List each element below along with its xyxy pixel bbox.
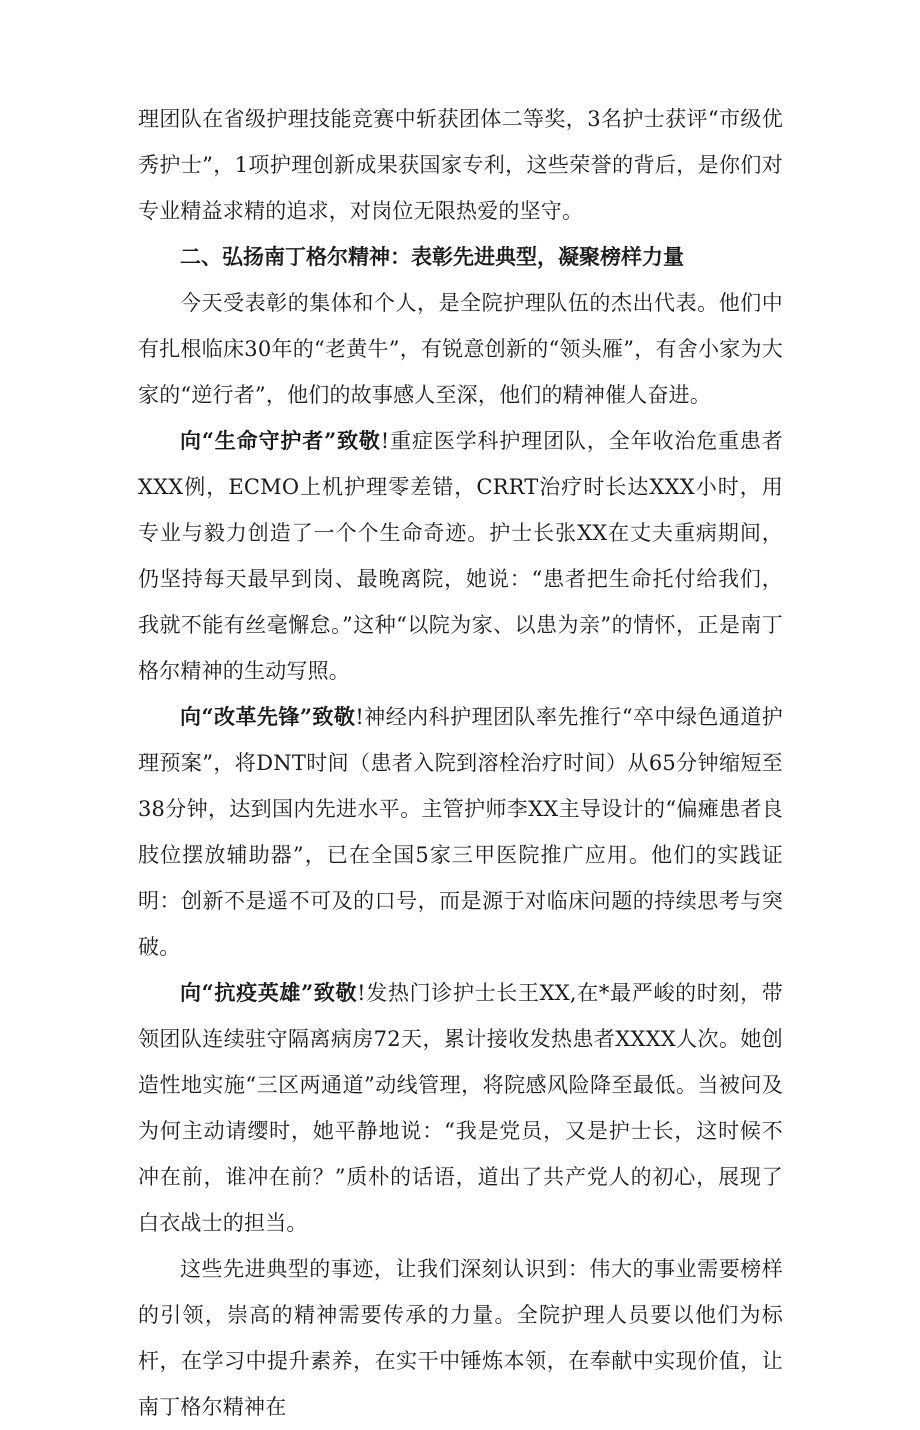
document-body	[138, 96, 783, 1430]
tribute-text: !神经内科护理团队率先推行“卒中绿色通道护理预案”，将DNT时间（患者入院到溶栓治疗时间）从65分钟缩短至38分钟，达到国内先进水平。主管护师李XX主导设计的“偏瘫患者良肢位摆放辅助器”，已在全国5家三甲医院推广应用。他们的实践证明：创新不是遥不可及的口号，而是源于对临床问题的持续思考与突破。	[138, 705, 783, 959]
paragraph-tribute-epidemic-heroes	[138, 970, 783, 1246]
paragraph-tribute-life-guardians	[138, 418, 783, 694]
paragraph-tribute-reform-pioneers	[138, 694, 783, 970]
tribute-lead: 向“抗疫英雄”致敬	[180, 980, 358, 1005]
paragraph-intro: 今天受表彰的集体和个人，是全院护理队伍的杰出代表。他们中有扎根临床30年的“老黄牛”，有锐意创新的“领头雁”，有舍小家为大家的“逆行者”，他们的故事感人至深，他们的精神催人奋进。	[138, 291, 783, 407]
tribute-text: !重症医学科护理团队，全年收治危重患者XXX例，ECMO上机护理零差错，CRRT治疗时长达XXX小时，用专业与毅力创造了一个个生命奇迹。护士长张XX在丈夫重病期间，仍坚持每天最早到岗、最晚离院，她说：“患者把生命托付给我们，我就不能有丝毫懈怠。”这种“以院为家、以患为亲”的情怀，正是南丁格尔精神的生动写照。	[138, 429, 783, 683]
paragraph-closing: 这些先进典型的事迹，让我们深刻认识到：伟大的事业需要榜样的引领，崇高的精神需要传承的力量。全院护理人员要以他们为标杆，在学习中提升素养，在实干中锤炼本领，在奉献中实现价值，让南丁格尔精神在	[138, 1257, 783, 1419]
section-heading: 二、弘扬南丁格尔精神：表彰先进典型，凝聚榜样力量	[180, 244, 684, 269]
paragraph-continued: 理团队在省级护理技能竞赛中斩获团体二等奖，3名护士获评“市级优秀护士”，1项护理创新成果获国家专利，这些荣誉的背后，是你们对专业精益求精的追求，对岗位无限热爱的坚守。	[138, 107, 783, 223]
tribute-text: !发热门诊护士长王XX,在*最严峻的时刻，带领团队连续驻守隔离病房72天，累计接收发热患者XXXX人次。她创造性地实施“三区两通道”动线管理，将院感风险降至最低。当被问及为何主动请缨时，她平静地说：“我是党员，又是护士长，这时候不冲在前，谁冲在前？”质朴的话语，道出了共产党人的初心，展现了白衣战士的担当。	[138, 981, 783, 1235]
tribute-lead: 向“改革先锋”致敬	[180, 704, 356, 729]
tribute-lead: 向“生命守护者”致敬	[180, 428, 381, 453]
